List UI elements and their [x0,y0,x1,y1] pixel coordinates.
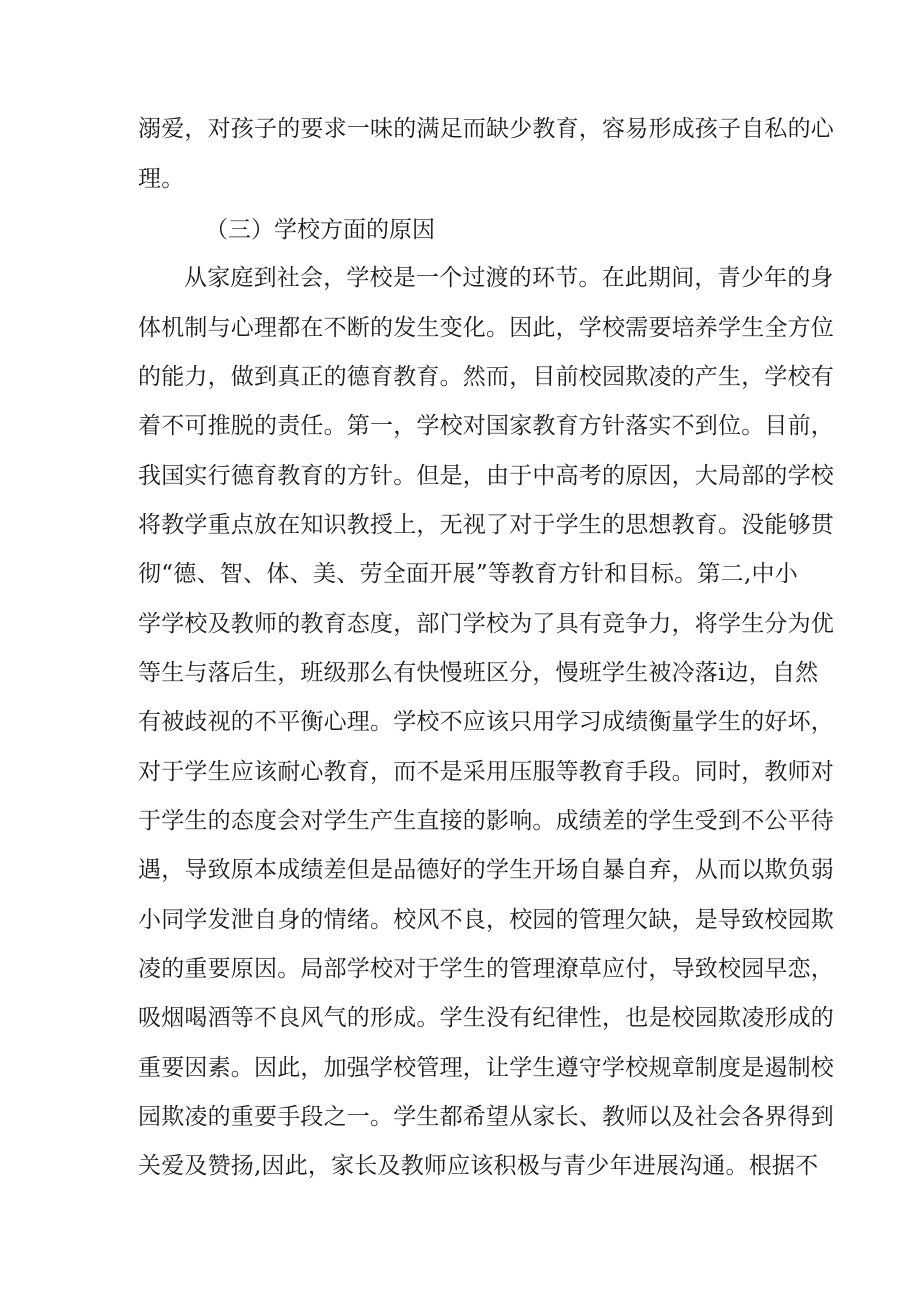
text-line: 将教学重点放在知识教授上，无视了对于学生的思想教育。没能够贯 [138,512,834,538]
text-line: 彻“德、智、体、美、劳全面开展”等教育方针和目标。第二,中小 [138,561,798,587]
text-line: 遇，导致原本成绩差但是品德好的学生开场自暴自弃，从而以欺负弱 [138,857,834,883]
text-line: 重要因素。因此，加强学校管理，让学生遵守学校规章制度是遏制校 [138,1055,834,1081]
text-line: 的能力，做到真正的德育教育。然而，目前校园欺凌的产生，学校有 [138,364,834,390]
section-heading: （三）学校方面的原因 [205,217,435,243]
text-line: 于学生的态度会对学生产生直接的影响。成绩差的学生受到不公平待 [138,808,834,834]
paragraph-first-line: 从家庭到社会，学校是一个过渡的环节。在此期间，青少年的身 [184,265,834,291]
text-line: 学学校及教师的教育态度，部门学校为了具有竞争力，将学生分为优 [138,611,834,637]
text-line: 对于学生应该耐心教育，而不是采用压服等教育手段。同时，教师对 [138,759,834,785]
text-line: 凌的重要原因。局部学校对于学生的管理潦草应付，导致校园早恋， [138,956,834,982]
text-line: 我国实行德育教育的方针。但是，由于中高考的原因，大局部的学校 [138,463,834,489]
text-line: 有被歧视的不平衡心理。学校不应该只用学习成绩衡量学生的好坏， [138,709,834,735]
text-line: 体机制与心理都在不断的发生变化。因此，学校需要培养学生全方位 [138,315,834,341]
text-line: 小同学发泄自身的情绪。校风不良，校园的管理欠缺，是导致校园欺 [138,907,834,933]
text-line: 关爱及赞扬,因此，家长及教师应该积极与青少年进展沟通。根据不 [138,1153,819,1179]
text-line: 等生与落后生，班级那么有快慢班区分，慢班学生被冷落i边，自然 [138,660,819,686]
text-line: 吸烟喝酒等不良风气的形成。学生没有纪律性，也是校园欺凌形成的 [138,1005,834,1031]
text-line: 着不可推脱的责任。第一，学校对国家教育方针落实不到位。目前， [138,413,834,439]
text-line: 理。 [138,166,185,192]
text-line: 溺爱，对孩子的要求一味的满足而缺少教育，容易形成孩子自私的心 [138,116,834,142]
text-line: 园欺凌的重要手段之一。学生都希望从家长、教师以及社会各界得到 [138,1104,834,1130]
